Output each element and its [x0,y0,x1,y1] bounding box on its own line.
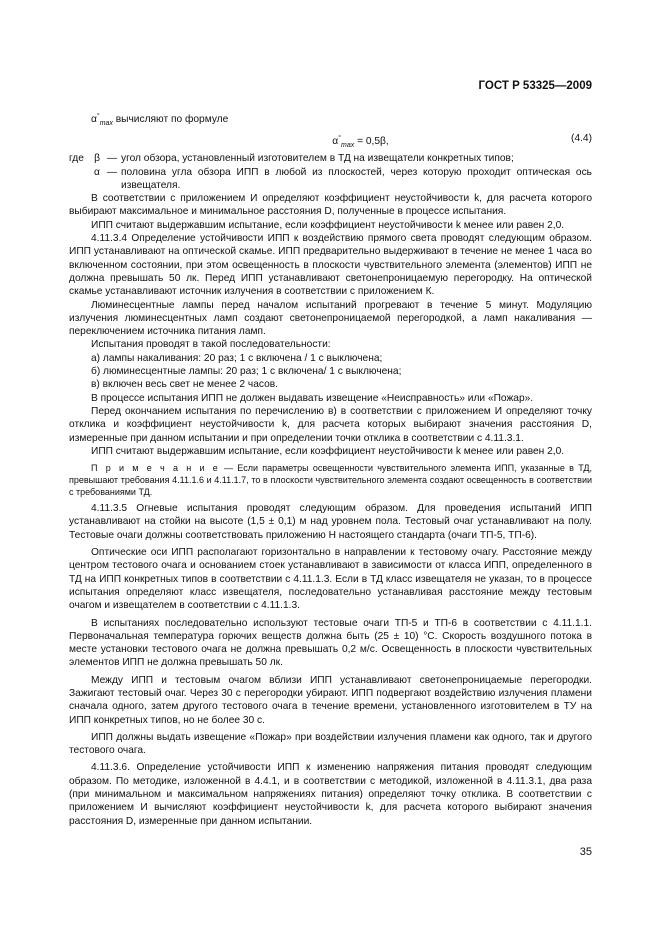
formula-number: (4.4) [571,133,592,145]
paragraph: В процессе испытания ИПП не должен выдавать извещение «Неисправность» или «Пожар». [91,392,534,404]
paragraph: ИПП считают выдержавшим испытание, если коэффициент неустойчивости k менее или равен 2,0. [91,445,565,457]
document-body [69,110,592,828]
note [69,462,592,498]
definition-beta: где β — угол обзора, установленный изготовителем в ТД на извещатели конкретных типов; [69,153,514,165]
definition-alpha: α — половина угла обзора ИПП в любой из плоскостей, через которую проходит оптическая ось извещателя. [94,166,592,191]
paragraph: ИПП должны выдать извещение «Пожар» при воздействии излучения пламени как одного, так и другого тестового очага. [69,731,592,757]
formula-4-4: $\alpha^\circ_{max} = 0,5\beta$, (4.4) [332,133,592,150]
standard-header: ГОСТ Р 53325—2009 [478,80,592,92]
paragraph: В испытаниях последовательно используют тестовые очаги ТП-5 и ТП-6 в соответствии с 4.11.1.1. Первоначальная температура горючих веществ должна быть (25 ± 10) °С. Скорость воздушного потока в месте установки тестового очага не должна превышать 0,2 м/с. Освещенность в плоскости чувствительных элементов ИПП не должна превышать 50 лк. [69,617,592,669]
note-label: П р и м е ч а н и е [91,463,220,474]
paragraph: В соответствии с приложением И определяют коэффициент неустойчивости k, для расчета которого выбирают максимальное и минимальное расстояния D, полученные в процессе испытания. [69,193,592,218]
list-item: б) люминесцентные лампы: 20 раз; 1 с включена/ 1 с выключена; [91,366,402,378]
section-4-11-3-4: 4.11.3.4 Определение устойчивости ИПП к воздействию прямого света проводят следующим образом. ИПП устанавливают на оптической скамье. ИПП предварительно выдерживают в течение не менее 1 часа во включенном состоянии, при этом освещенность в плоскости чувствительного элемента (элементов) ИПП не должна превышать 50 лк. Перед ИПП устанавливают светонепроницаемую перегородку. На оптической скамье устанавливают источник излучения в соответствии с приложением К. [69,233,592,298]
section-4-11-3-5: 4.11.3.5 Огневые испытания проводят следующим образом. Для проведения испытаний ИПП устанавливают на стойки на высоте (1,5 ± 0,1) м над уровнем пола. Тестовый очаг устанавливают на полу. Тестовые очаги должны соответствовать приложению Н настоящего стандарта (очаги ТП-5, ТП-6). [69,503,592,541]
list-item: в) включен весь свет не менее 2 часов. [91,379,278,391]
list-item: а) лампы накаливания: 20 раз; 1 с включена / 1 с выключена; [91,352,383,364]
paragraph: Перед окончанием испытания по перечислению в) в соответствии с приложением И определяют точку отклика и коэффициент неустойчивости k, для расчета которых выбирают значения расстояния D, измеренные при данном испытании и при определении точки отклика в соответствии с 4.11.3.1. [69,405,592,444]
paragraph: Оптические оси ИПП располагают горизонтально в направлении к тестовому очагу. Расстояние между центром тестового очага и основанием стоек устанавливают в зависимости от класса ИПП, определенного в ТД на ИПП конкретных типов в соответствии с 4.11.1.3. Если в ТД класс извещателя не указан, то в процессе испытания определяют класс извещателя, последовательно устанавливая расстояние между тестовым очагом и извещателем в соответствии с 4.11.1.3. [69,547,592,612]
paragraph: ИПП считают выдержавшим испытание, если коэффициент неустойчивости k менее или равен 2,0. [91,219,565,231]
paragraph: Испытания проводят в такой последовательности: [91,339,331,351]
formula-lead: $\alpha^\circ_{max}$ вычисляют по формуле [91,113,229,127]
section-4-11-3-6: 4.11.3.6. Определение устойчивости ИПП к изменению напряжения питания проводят следующим образом. По методике, изложенной в 4.4.1, и в соответствии с методикой, изложенной в 4.11.3.1, два раза (при минимальном и максимальном напряжениях питания) определяют точку отклика. В соответствии с приложением И вычисляют коэффициент неустойчивости k, для расчета которого выбирают значения расстояния D, измеренные при данном испытании. [69,762,592,827]
note-text: — Если параметры освещенности чувствительного элемента ИПП, указанные в ТД, превышают требования 4.11.1.6 и 4.11.1.7, то в плоскости чувствительного элемента создают освещенность в соответствии с требованиями ТД. [69,463,592,498]
paragraph: Между ИПП и тестовым очагом вблизи ИПП устанавливают светонепроницаемые перегородки. Зажигают тестовый очаг. Через 30 с перегородки убирают. ИПП подвергают воздействию излучения пламени сначала одного, затем другого тестового очага в течение времени, установленного изготовителем в ТУ на ИПП конкретных типов, но не более 30 с. [69,674,592,726]
page-number: 35 [579,846,592,858]
paragraph: Люминесцентные лампы перед началом испытаний прогревают в течение 5 минут. Модуляцию излучения люминесцентных ламп создают светонепроницаемой перегородкой, а ламп накаливания — переключением источника питания ламп. [69,299,592,338]
